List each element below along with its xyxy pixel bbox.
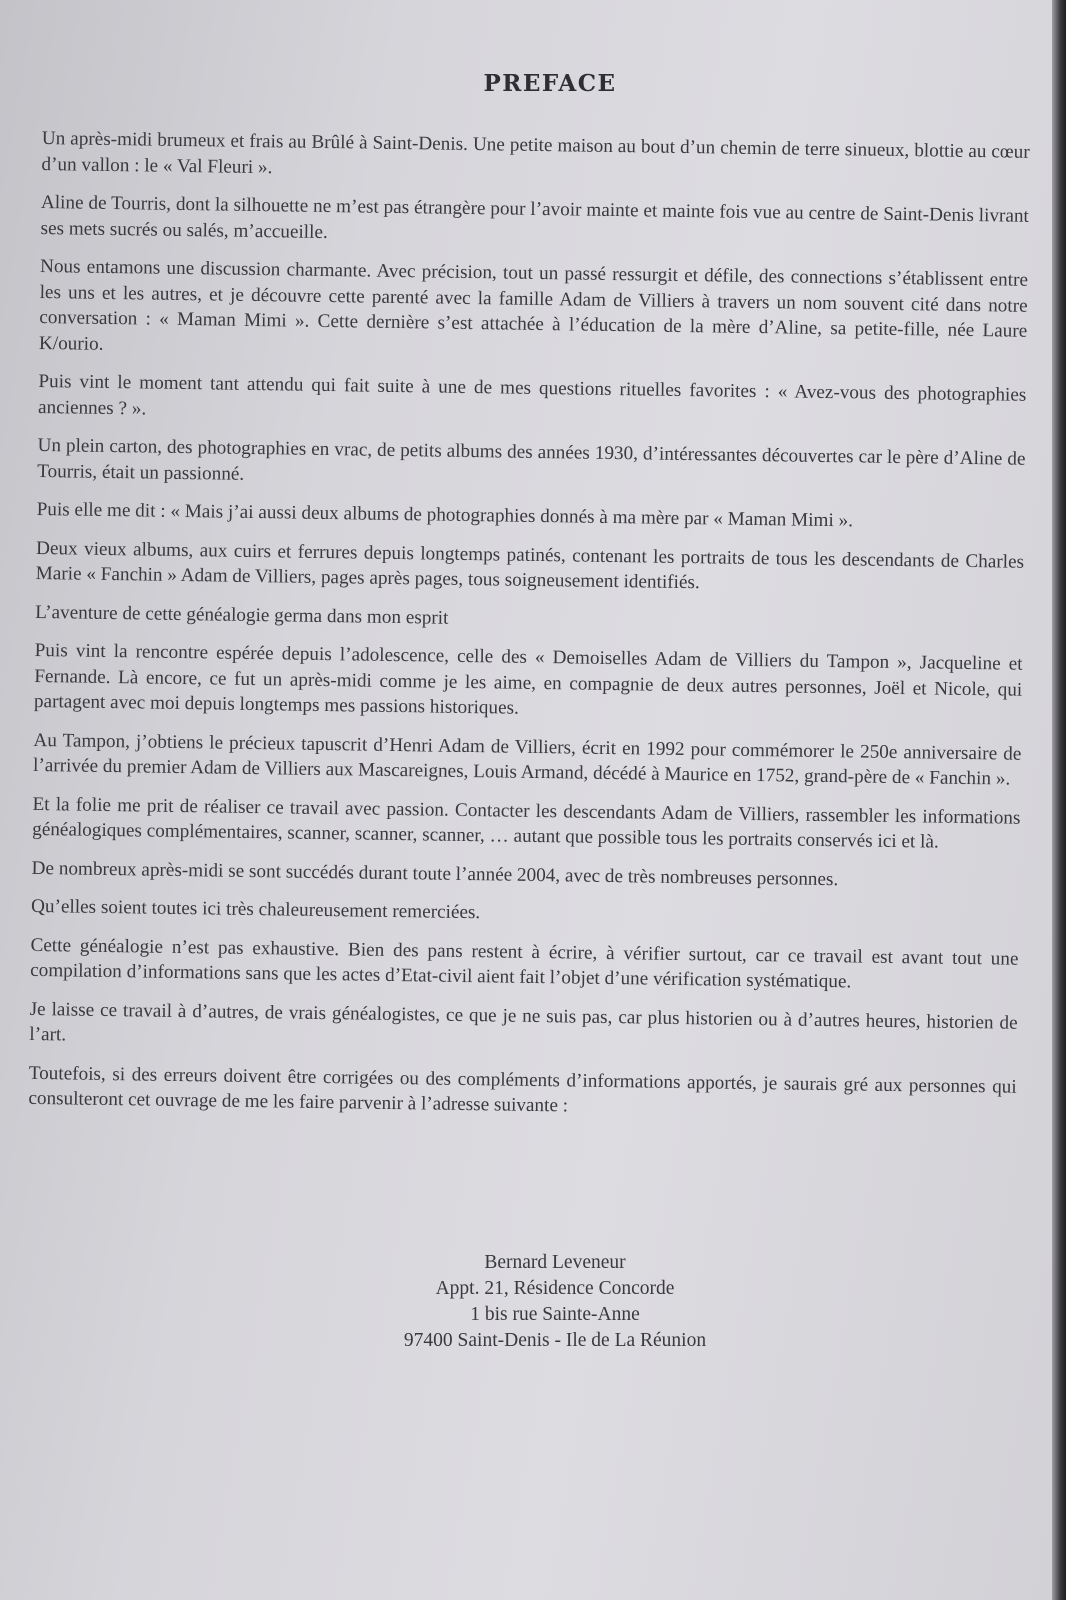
paragraph: Cette généalogie n’est pas exhaustive. Bien des pans restent à écrire, à vérifier surtout, car ce travail est avant tout une compilation d’informations sans que les actes d’Etat-civil aient fait l’objet d’une vérification systématique.	[30, 934, 1019, 993]
paragraph: Un après-midi brumeux et frais au Brûlé à Saint-Denis. Une petite maison au bout d’un chemin de terre sinueux, blottie au cœur d’un vallon : le « Val Fleuri ».	[41, 127, 1030, 178]
address-line: Appt. 21, Résidence Concorde	[435, 1278, 675, 1299]
paragraph: Aline de Tourris, dont la silhouette ne m’est pas étrangère pour l’avoir mainte et mainte fois vue au centre de Saint-Denis livrant ses mets sucrés ou salés, m’accueille.	[40, 191, 1029, 243]
paragraph: De nombreux après-midi se sont succédés durant toute l’année 2004, avec de très nombreuses personnes.	[31, 857, 839, 890]
paragraph: Deux vieux albums, aux cuirs et ferrures depuis longtemps patinés, contenant les portraits de tous les descendants de Charles Marie « Fanchin » Adam de Villiers, pages après pages, tous soigneusement identifiés.	[35, 537, 1025, 594]
paragraph: Puis vint le moment tant attendu qui fait suite à une de mes questions rituelles favorites : « Avez-vous des photographies anciennes ? ».	[37, 370, 1027, 419]
page-shadow-edge	[1052, 0, 1066, 1600]
paragraph: Je laisse ce travail à d’autres, de vrais généalogistes, ce que je ne suis pas, car plus historien ou à d’autres heures, historien de l’art.	[29, 998, 1018, 1046]
signature-block	[305, 1250, 805, 1354]
paragraph: Nous entamons une discussion charmante. Avec précision, tout un passé ressurgit et défile, des connections s’établissent entre les uns et les autres, et je découvre cette parenté avec la famille Adam de Villiers à travers un nom souvent cité dans notre conversation : « Maman Mimi ». Cette dernière s’est attachée à l’éducation de la mère d’Aline, sa petite-fille, née Laure K/ourio.	[38, 255, 1029, 355]
paragraph: Et la folie me prit de réaliser ce travail avec passion. Contacter les descendants Adam de Villiers, rassembler les informations généalogiques complémentaires, scanner, scanner, scanner, … autant que possible tous les portraits conservés ici et là.	[32, 793, 1021, 853]
paragraph: Toutefois, si des erreurs doivent être corrigées ou des compléments d’informations apportés, je saurais gré aux personnes qui consulteront cet ouvrage de me les faire parvenir à l’adresse suivante :	[28, 1062, 1017, 1117]
address-line: 1 bis rue Sainte-Anne	[470, 1304, 640, 1325]
preface-body	[28, 126, 1030, 1138]
paragraph: Qu’elles soient toutes ici très chaleureusement remerciées.	[30, 895, 481, 924]
paragraph: Un plein carton, des photographies en vrac, de petits albums des années 1930, d’intéressantes découvertes car le père d’Aline de Tourris, était un passionné.	[37, 434, 1026, 485]
page-title: PREFACE	[483, 70, 617, 97]
paragraph: Puis vint la rencontre espérée depuis l’adolescence, celle des « Demoiselles Adam de Villiers du Tampon », Jacqueline et Fernande. Là encore, ce fut un après-midi comme je les aime, en compagnie de deux autres personnes, Joël et Nicole, qui partagent avec moi depuis longtemps mes passions historiques.	[33, 639, 1023, 719]
address-line: 97400 Saint-Denis - Ile de La Réunion	[403, 1330, 707, 1351]
paragraph: Puis elle me dit : « Mais j’ai aussi deux albums de photographies donnés à ma mère par « Maman Mimi ».	[36, 498, 854, 532]
author-name: Bernard Leveneur	[484, 1252, 626, 1273]
paragraph: L’aventure de cette généalogie germa dans mon esprit	[35, 601, 449, 629]
paragraph: Au Tampon, j’obtiens le précieux tapuscrit d’Henri Adam de Villiers, écrit en 1992 pour commémorer le 250e anniversaire de l’arrivée du premier Adam de Villiers aux Mascareignes, Louis Armand, décédé à Maurice en 1752, grand-père de « Fanchin ».	[32, 729, 1022, 790]
